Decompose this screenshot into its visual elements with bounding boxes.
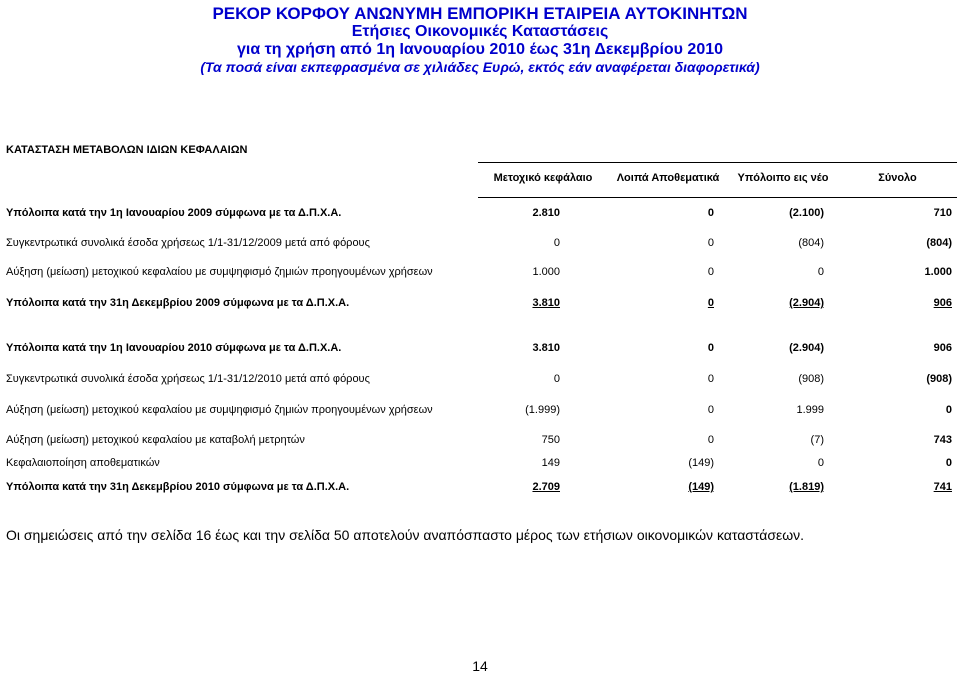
cell-total: 906 — [933, 297, 952, 309]
table-row — [0, 480, 960, 494]
cell-total: 1.000 — [924, 266, 952, 278]
company-name: ΡΕΚΟΡ ΚΟΡΦΟΥ ΑΝΩΝΥΜΗ ΕΜΠΟΡΙΚΗ ΕΤΑΙΡΕΙΑ ΑΥΤΟΚΙΝΗΤΩΝ — [212, 4, 748, 23]
cell-other-reserves: 0 — [707, 434, 714, 446]
cell-other-reserves: 0 — [707, 297, 714, 309]
table-row — [0, 372, 960, 386]
table-row — [0, 265, 960, 279]
cell-other-reserves: 0 — [707, 237, 714, 249]
cell-other-reserves: (149) — [688, 481, 714, 493]
reporting-period: για τη χρήση από 1η Ιανουαρίου 2010 έως 31η Δεκεμβρίου 2010 — [236, 41, 724, 58]
cell-total: (804) — [926, 237, 952, 249]
table-row — [0, 456, 960, 470]
cell-total: 0 — [945, 404, 952, 416]
row-label: Αύξηση (μείωση) μετοχικού κεφαλαίου με συμψηφισμό ζημιών προηγουμένων χρήσεων — [6, 266, 433, 278]
col-header-total: Σύνολο — [878, 172, 917, 184]
cell-retained-earnings: (1.819) — [789, 481, 824, 493]
table-row — [0, 403, 960, 417]
cell-retained-earnings: (2.904) — [789, 297, 824, 309]
row-label: Αύξηση (μείωση) μετοχικού κεφαλαίου με συμψηφισμό ζημιών προηγουμένων χρήσεων — [6, 404, 433, 416]
cell-share-capital: 750 — [541, 434, 560, 446]
cell-share-capital: (1.999) — [525, 404, 560, 416]
cell-share-capital: 0 — [553, 237, 560, 249]
row-label: Υπόλοιπα κατά την 31η Δεκεμβρίου 2009 σύμφωνα με τα Δ.Π.Χ.Α. — [6, 297, 350, 309]
cell-total: 0 — [945, 457, 952, 469]
cell-share-capital: 2.810 — [532, 207, 560, 219]
section-title: ΚΑΤΑΣΤΑΣΗ ΜΕΤΑΒΟΛΩΝ ΙΔΙΩΝ ΚΕΦΑΛΑΙΩΝ — [6, 144, 248, 156]
cell-share-capital: 2.709 — [532, 481, 560, 493]
cell-share-capital: 3.810 — [532, 297, 560, 309]
cell-retained-earnings: (7) — [810, 434, 824, 446]
cell-share-capital: 3.810 — [532, 342, 560, 354]
cell-total: 906 — [933, 342, 952, 354]
currency-note: (Τα ποσά είναι εκπεφρασμένα σε χιλιάδες Ευρώ, εκτός εάν αναφέρεται διαφορετικά) — [200, 59, 760, 75]
table-row — [0, 433, 960, 447]
table-row — [0, 341, 960, 355]
cell-retained-earnings: (2.100) — [789, 207, 824, 219]
row-label: Συγκεντρωτικά συνολικά έσοδα χρήσεως 1/1-31/12/2010 μετά από φόρους — [6, 373, 370, 385]
cell-retained-earnings: (908) — [798, 373, 824, 385]
row-label: Συγκεντρωτικά συνολικά έσοδα χρήσεως 1/1-31/12/2009 μετά από φόρους — [6, 237, 370, 249]
cell-retained-earnings: (804) — [798, 237, 824, 249]
cell-total: 743 — [933, 434, 952, 446]
row-label: Αύξηση (μείωση) μετοχικού κεφαλαίου με καταβολή μετρητών — [6, 434, 305, 446]
table-row — [0, 206, 960, 220]
cell-total: 710 — [933, 207, 952, 219]
footnote: Οι σημειώσεις από την σελίδα 16 έως και την σελίδα 50 αποτελούν αναπόσπαστο μέρος των ετήσιων οικονομικών καταστάσεων. — [6, 527, 805, 543]
cell-other-reserves: 0 — [707, 342, 714, 354]
cell-share-capital: 1.000 — [532, 266, 560, 278]
cell-retained-earnings: 1.999 — [796, 404, 824, 416]
row-label: Υπόλοιπα κατά την 1η Ιανουαρίου 2010 σύμφωνα με τα Δ.Π.Χ.Α. — [6, 342, 342, 354]
table-row — [0, 236, 960, 250]
cell-share-capital: 149 — [541, 457, 560, 469]
cell-other-reserves: 0 — [707, 373, 714, 385]
cell-share-capital: 0 — [553, 373, 560, 385]
cell-total: (908) — [926, 373, 952, 385]
cell-total: 741 — [933, 481, 952, 493]
cell-other-reserves: 0 — [707, 266, 714, 278]
col-header-share-capital: Μετοχικό κεφάλαιο — [493, 172, 593, 184]
cell-other-reserves: 0 — [707, 207, 714, 219]
cell-retained-earnings: 0 — [817, 266, 824, 278]
col-header-retained-earnings: Υπόλοιπο εις νέο — [737, 172, 829, 184]
row-label: Υπόλοιπα κατά την 1η Ιανουαρίου 2009 σύμφωνα με τα Δ.Π.Χ.Α. — [6, 207, 342, 219]
cell-retained-earnings: (2.904) — [789, 342, 824, 354]
cell-retained-earnings: 0 — [817, 457, 824, 469]
cell-other-reserves: (149) — [688, 457, 714, 469]
document-header — [0, 4, 960, 76]
col-header-other-reserves: Λοιπά Αποθεματικά — [616, 172, 720, 184]
row-label: Υπόλοιπα κατά την 31η Δεκεμβρίου 2010 σύμφωνα με τα Δ.Π.Χ.Α. — [6, 481, 350, 493]
statements-subtitle: Ετήσιες Οικονομικές Καταστάσεις — [351, 23, 609, 40]
page-number: 14 — [472, 658, 488, 674]
row-label: Κεφαλαιοποίηση αποθεματικών — [6, 457, 160, 469]
cell-other-reserves: 0 — [707, 404, 714, 416]
table-row — [0, 296, 960, 310]
